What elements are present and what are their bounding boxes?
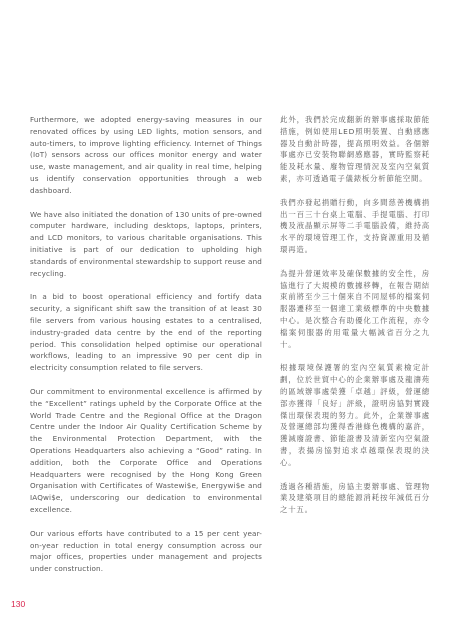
chinese-paragraph-air-quality: 根據環境保護署的室內空氣質素檢定計劃，位於世貿中心的企業辦事處及龍濤苑的區域辦事處榮獲「卓越」評級，營運總部亦獲得「良好」評級，證明房協對實踐傑出環保表現的努力。此外，企業辦事處及營運總部均獲得香港綠色機構的嘉許，獲減廢證書、節能證書及清新室內空氣證書，表揚房協對追求卓越環保表現的決心。 [280, 363, 430, 467]
chinese-paragraph-energy-reduction: 透過各種措施，房協主要辦事處、管理物業及建築項目的總能源消耗按年減低百分之十五。 [280, 481, 430, 515]
chinese-column [280, 114, 430, 516]
chinese-paragraph-energy-saving: 此外，我們於完成翻新的辦事處採取節能措施，例如使用LED照明裝置、自動感應器及自動計時器，提高照明效益。各個辦事處亦已安裝物聯網感應器，實時監察耗能及耗水量、廢物管理情況及室內空氣質素，亦可透過電子儀錶板分析節能空間。 [280, 115, 430, 183]
english-paragraph-donation: We have also initiated the donation of 130 units of pre-owned computer hardware, including desktops, laptops, printers, and LCD monitors, to various charitable organisations. This initiative is part of our dedication to upholding high standards of environmental stewardship to support reuse and recycling. [30, 209, 262, 278]
english-column [30, 114, 262, 575]
english-paragraph-data-centre: In a bid to boost operational efficiency and fortify data security, a significant shift saw the transition of at least 30 file servers from various housing estates to a centralised, industry-graded data centre by the end of the reporting period. This consolidation helped optimise our operational workflows, leading to an impressive 90 per cent dip in electricity consumption related to file servers. [30, 292, 262, 373]
english-paragraph-energy-reduction: Our various efforts have contributed to a 15 per cent year-on-year reduction in total energy consumption across our major offices, properties under management and projects under construction. [30, 528, 262, 574]
chinese-paragraph-donation: 我們亦發起捐贈行動，向多間慈善機構捐出一百三十台桌上電腦、手提電腦、打印機及液晶顯示屏等二手電腦設備，維持高水平的環境管理工作，支持資源重用及循環再造。 [280, 197, 430, 254]
english-paragraph-energy-saving: Furthermore, we adopted energy-saving measures in our renovated offices by using LED lights, motion sensors, and auto-timers, to improve lighting efficiency. Internet of Things (IoT) sensors across our offices monitor energy and water use, waste management, and air quality in real time, helping us identify conservation opportunities through a web dashboard. [30, 115, 262, 195]
page-number: 130 [11, 599, 26, 609]
chinese-paragraph-data-centre: 為提升營運效率及確保數據的安全性，房協進行了大規模的數據移轉，在報告期結束前將至少三十個來自不同屋邨的檔案伺服器遷移至一個達工業級標準的中央數據中心。是次整合有助優化工作流程，亦令檔案伺服器的用電量大幅減省百分之九十。 [280, 268, 430, 349]
english-paragraph-air-quality: Our commitment to environmental excellence is affirmed by the “Excellent” ratings upheld by the Corporate Office at the World Trade Centre and the Regional Office at the Dragon Centre under the Indoor Air Quality Certification Scheme by the Environmental Protection Department, with the Operations Headquarters also achieving a “Good” rating. In addition, both the Corporate Office and Operations Headquarters were recognised by the Hong Kong Green Organisation with Certificates of Wastewi$e, Energywi$e and IAQwi$e, underscoring our dedication to environmental excellence. [30, 386, 262, 514]
